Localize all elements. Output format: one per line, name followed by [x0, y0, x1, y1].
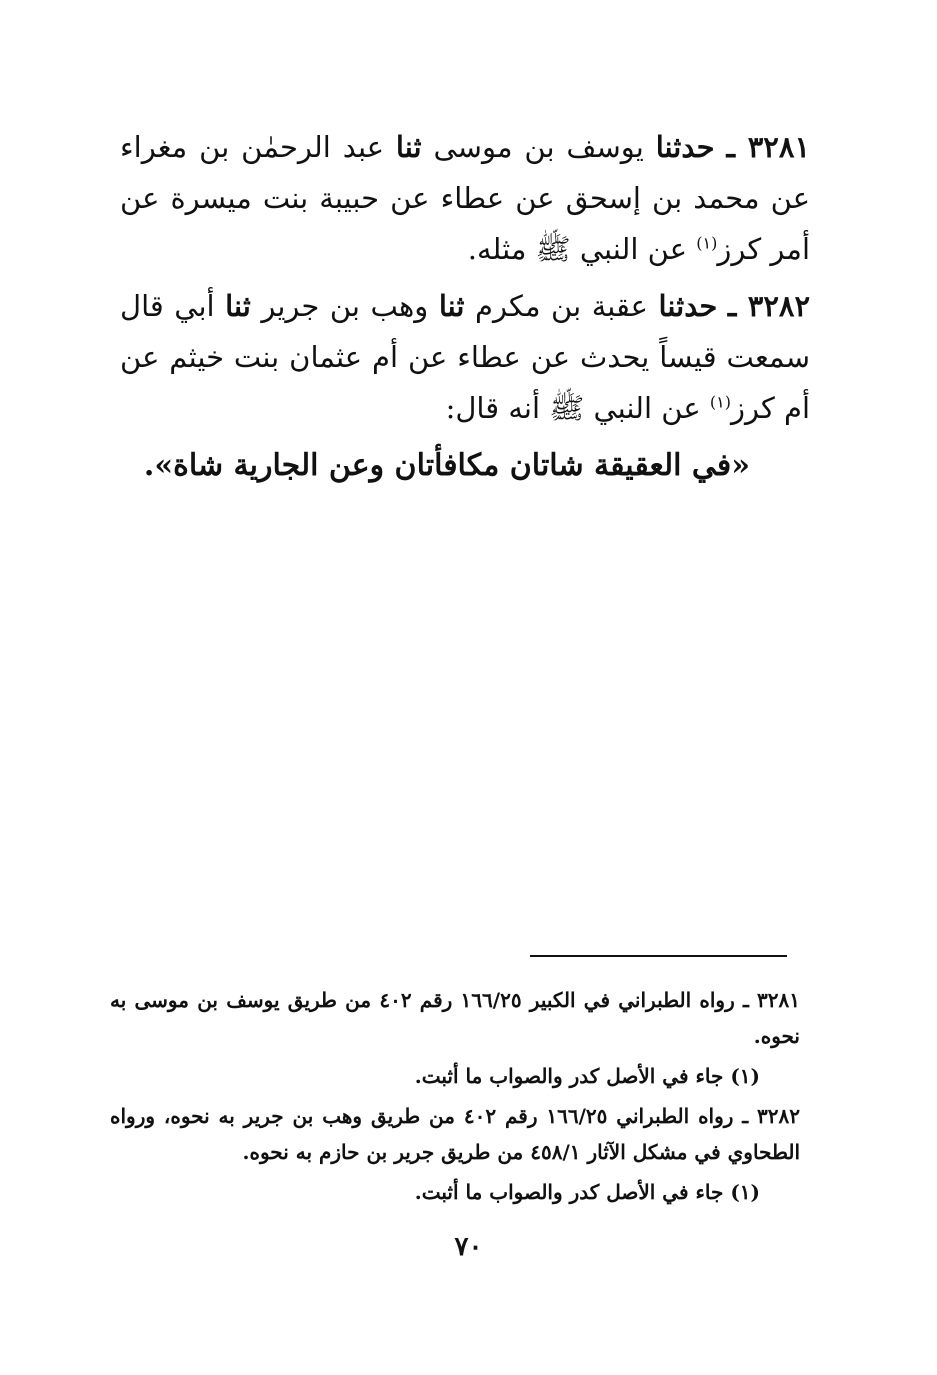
narrator-name: وهب بن جرير: [261, 289, 429, 323]
narration-term: ثنا: [395, 130, 422, 164]
isnad-text: عبد الرحمٰن بن مغراء عن محمد بن إسحق عن عطاء عن حبيبة بنت ميسرة عن أمر كرز: [120, 130, 810, 266]
page-number: ٧٠: [454, 1232, 483, 1262]
isnad-text: عن النبي ﷺ أنه قال:: [445, 391, 701, 425]
footnote-3282: ٣٢٨٢ ـ رواه الطبراني ١٦٦/٢٥ رقم ٤٠٢ من طريق وهب بن جرير به نحوه، ورواه الطحاوي في مشكل الآثار ٤٥٨/١ من طريق جرير بن حازم به نحوه.: [110, 1104, 801, 1164]
narrator-name: عقبة بن مكرم: [475, 289, 648, 323]
footnote-marker: (١): [696, 233, 718, 253]
isnad-text: أبي قال سمعت قيساً يحدث عن عطاء عن أم عثمان بنت خيثم عن أم كرز: [120, 289, 810, 425]
narration-term: ثنا: [225, 289, 251, 323]
hadith-number: ٣٢٨١ ـ: [726, 130, 811, 164]
footnote-3282-note: (١) جاء في الأصل كدر والصواب ما أثبت.: [414, 1180, 760, 1204]
footnote-divider: [530, 955, 787, 957]
narration-term: ثنا: [438, 289, 465, 323]
narration-term: حدثنا: [655, 130, 715, 164]
isnad-text: عن النبي ﷺ مثله.: [467, 232, 688, 266]
footnote-3281: ٣٢٨١ ـ رواه الطبراني في الكبير ١٦٦/٢٥ رقم ٤٠٢ من طريق يوسف بن موسى به نحوه.: [110, 988, 800, 1048]
footnotes: [110, 982, 800, 1214]
hadith-matn: «في العقيقة شاتان مكافأتان وعن الجارية شاة».: [143, 448, 750, 483]
hadith-3282: [120, 281, 810, 434]
main-text: [120, 122, 810, 491]
narration-term: حدثنا: [658, 289, 718, 323]
footnote-3281-note: (١) جاء في الأصل كدر والصواب ما أثبت.: [414, 1064, 760, 1088]
hadith-number: ٣٢٨٢ ـ: [727, 289, 811, 323]
hadith-3281: [120, 122, 810, 275]
footnote-marker: (١): [709, 392, 731, 412]
narrator-name: يوسف بن موسى: [433, 130, 644, 164]
